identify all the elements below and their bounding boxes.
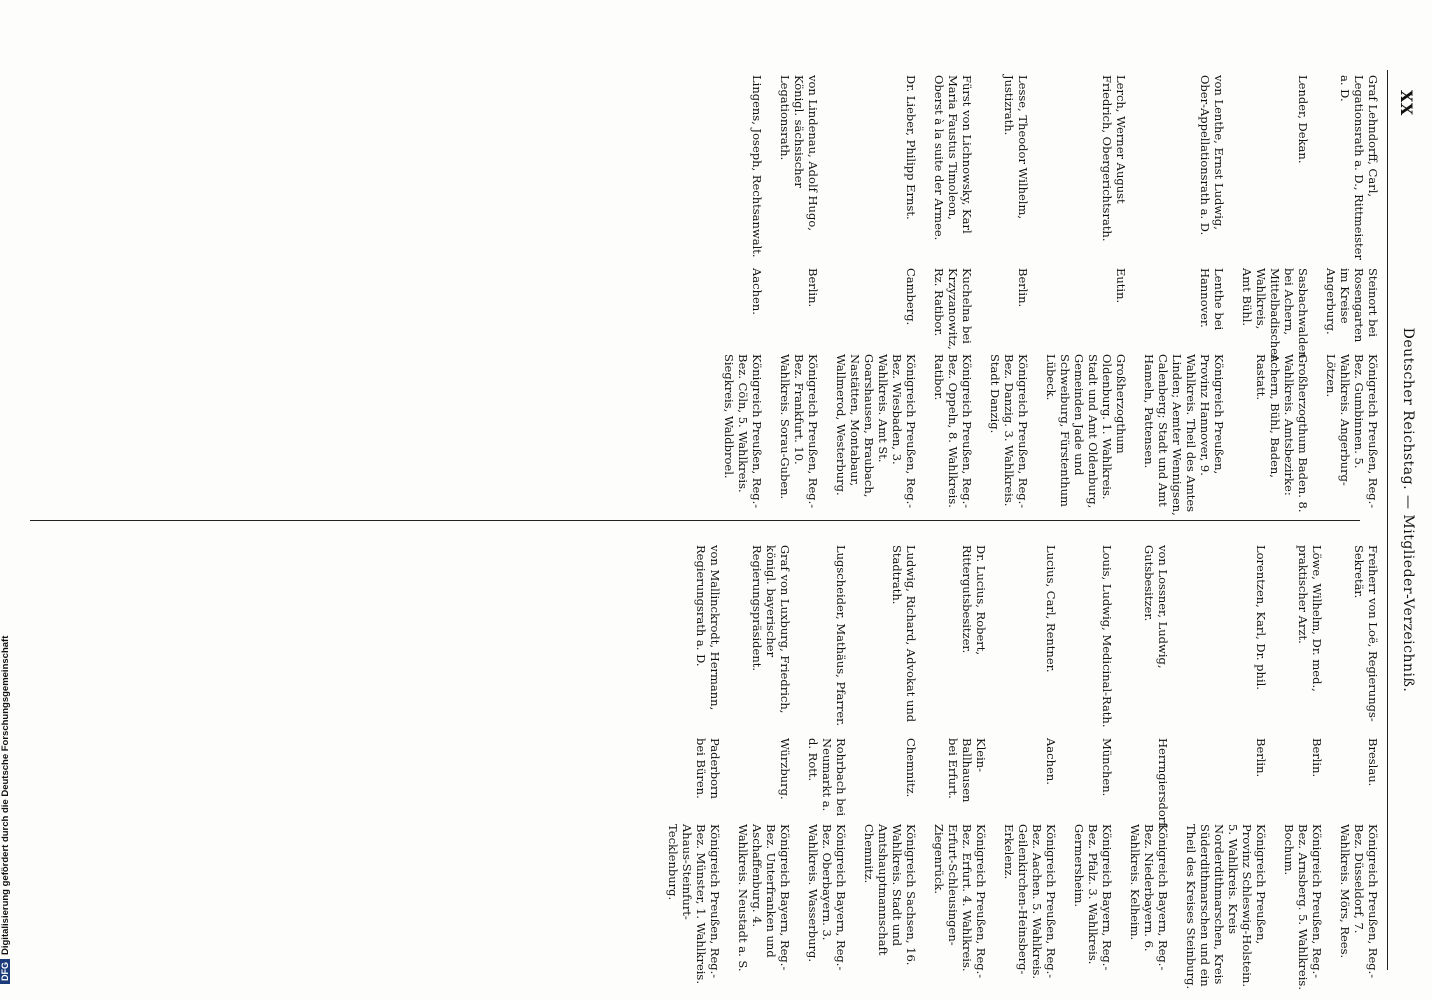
right-column bbox=[40, 545, 1380, 990]
footer-note-text: Digitalisierung gefördert durch die Deutsche Forschungsgemeinschaft bbox=[0, 635, 11, 955]
member-residence: Steinort bei Rosengarten im Kreise Angerburg. bbox=[1324, 268, 1380, 343]
header-rule bbox=[1387, 70, 1388, 970]
left-column bbox=[40, 75, 1380, 520]
member-name: Freiherr von Loë, Regierungs-Sekretär. bbox=[1352, 545, 1380, 722]
member-residence: Herrngiersdorf. bbox=[1156, 738, 1170, 830]
member-name: Dr. Lucius, Robert, Rittergutsbesitzer. bbox=[960, 545, 988, 656]
member-district: Königreich Preußen, Reg.-Bez. Gumbinnen. 5. Wahlkreis. Angerburg-Lötzen. bbox=[1324, 354, 1380, 509]
member-district: Königreich Preußen, Reg.-Bez. Wiesbaden, 3. Wahlkreis. Amt St. Goarshausen, Braubach, Nastätten, Montabaur, Wallmerod, Westerburg. bbox=[834, 354, 918, 509]
member-residence: Sasbachwalden bei Achern, Mittelbadischer Wahlkreis, Amt Bühl. bbox=[1240, 268, 1310, 361]
member-district: Königreich Preußen, Reg.-Bez. Aachen. 5. Wahlkreis. Geilenkirchen-Heinsberg-Erkelenz. bbox=[1002, 824, 1058, 980]
member-district: Königreich Preußen, Reg.-Bez. Düsseldorf, 7. Wahlkreis. Mörs, Rees. bbox=[1338, 824, 1380, 979]
member-name: Lender, Dekan. bbox=[1296, 75, 1310, 164]
member-name: Lugscheider, Mathäus, Pfarrer. bbox=[834, 545, 848, 727]
member-district: Königreich Preußen, Provinz Schleswig-Holstein. 5. Wahlkreis. Kreis Norderdithmarschen, Kreis Süderdithmarschen und ein Theil des Kreises Steinburg. bbox=[1184, 824, 1268, 990]
member-residence: Breslau. bbox=[1366, 738, 1380, 787]
member-entry bbox=[834, 75, 918, 520]
member-entry bbox=[1142, 75, 1226, 520]
member-name: Lerch, Werner August Friedrich, Obergerichtsrath. bbox=[1100, 75, 1128, 242]
member-residence: Lenthe bei Hannover. bbox=[1198, 268, 1226, 331]
member-entry bbox=[932, 75, 974, 520]
column-divider bbox=[30, 520, 1360, 521]
member-entry bbox=[932, 545, 988, 990]
member-district: Königreich Bayern, Reg.-Bez. Unterfranken und Aschaffenburg. 4. Wahlkreis. Neustadt a. S. bbox=[736, 824, 792, 972]
member-district: Königreich Preußen, Reg.-Bez. Cöln, 5. Wahlkreis. Siegkreis, Waldbroel. bbox=[722, 354, 764, 509]
page-header bbox=[1390, 70, 1420, 950]
footer-note bbox=[0, 0, 16, 984]
member-district: Königreich Bayern, Reg.-Bez. Oberbayern. 3. Wahlkreis. Wasserburg. bbox=[806, 824, 848, 971]
member-entry bbox=[666, 545, 722, 990]
member-entry bbox=[988, 75, 1030, 520]
member-entry bbox=[736, 545, 792, 990]
member-name: Louis, Ludwig, Medicinal-Rath. bbox=[1100, 545, 1114, 728]
member-name: Lingens, Joseph, Rechtsanwalt. bbox=[750, 75, 764, 258]
member-name: von Lossner, Ludwig, Gutsbesitzer. bbox=[1142, 545, 1170, 669]
member-name: Lucius, Carl, Rentner. bbox=[1044, 545, 1058, 673]
member-entry bbox=[1128, 545, 1170, 990]
member-entry bbox=[1184, 545, 1268, 990]
member-residence: Aachen. bbox=[1044, 738, 1058, 785]
member-name: von Lenthe, Ernst Ludwig, Ober-Appellationsrath a. D. bbox=[1198, 75, 1226, 236]
member-entry bbox=[1324, 75, 1380, 520]
member-district: Königreich Preußen, Reg.-Bez. Frankfurt. 10. Wahlkreis. Sorau-Guben. bbox=[778, 354, 820, 509]
member-name: Lesse, Theodor Wilhelm, Justizrath. bbox=[1002, 75, 1030, 220]
member-name: Lorentzen, Karl, Dr. phil. bbox=[1254, 545, 1268, 690]
member-district: Königreich Preußen, Reg.-Bez. Danzig. 3. Wahlkreis. Stadt Danzig. bbox=[988, 354, 1030, 509]
member-entry bbox=[1072, 545, 1114, 990]
member-name: Löwe, Wilhelm, Dr. med., praktischer Arzt. bbox=[1296, 545, 1324, 692]
page-number: XX bbox=[1397, 90, 1416, 116]
member-entry bbox=[778, 75, 820, 520]
member-residence: Kuchelna bei Krzyzanowitz, Rz. Ratibor. bbox=[932, 268, 974, 350]
member-name: von Lindenau, Adolf Hugo, Königl. sächsischer Legationsrath. bbox=[778, 75, 820, 231]
member-district: Königreich Sachsen, 16. Wahlkreis. Stadt und Amtshauptmannschaft Chemnitz. bbox=[862, 824, 918, 966]
member-district: Königreich Preußen, Reg.-Bez. Arnsberg. 5. Wahlkreis. Bochum. bbox=[1282, 824, 1324, 990]
member-district: Königreich Preußen, Reg.-Bez. Erfurt. 4. Wahlkreis. Erfurt-Schleusingen-Ziegenrück. bbox=[932, 824, 988, 979]
member-residence: Würzburg. bbox=[778, 738, 792, 800]
member-residence: Rohrbach bei Neumarkt a. d. Rott. bbox=[806, 738, 848, 817]
member-entry bbox=[862, 545, 918, 990]
member-district: Königreich Preußen, Reg.-Bez. Münster, 1. Wahlkreis. Ahaus-Steinfurt-Tecklenburg. bbox=[666, 824, 722, 984]
member-residence: Camberg. bbox=[904, 268, 918, 326]
member-entry bbox=[806, 545, 848, 990]
member-residence: Berlin. bbox=[806, 268, 820, 308]
member-entry bbox=[1240, 75, 1310, 520]
member-entry bbox=[722, 75, 764, 520]
member-name: Fürst von Lichnowsky, Karl Maria Faustus Timoleon, Oberst à la suite der Armee. bbox=[932, 75, 974, 241]
member-district: Großherzogthum Oldenburg. 1. Wahlkreis. Stadt und Amt Oldenburg, Gemeinden Jade und Schweiburg, Fürstenthum Lübeck. bbox=[1044, 354, 1128, 509]
member-residence: Eutin. bbox=[1114, 268, 1128, 304]
member-name: Graf Lehndorff, Carl, Legationsrath a. D., Rittmeister a. D. bbox=[1338, 75, 1380, 260]
member-district: Königreich Preußen, Provinz Hannover, 9. Wahlkreis. Theil des Amtes Linden; Aemter Wennigsen, Calenberg; Stadt und Amt Hameln, Pattensen. bbox=[1142, 354, 1226, 516]
member-residence: Berlin. bbox=[1016, 268, 1030, 308]
member-residence: Klein-Ballhausen bei Erfurt. bbox=[946, 738, 988, 803]
member-residence: Paderborn bei Büren. bbox=[694, 738, 722, 799]
running-title: Deutscher Reichstag. — Mitglieder-Verzeichniß. bbox=[1400, 327, 1416, 693]
member-name: Ludwig, Richard, Advokat und Stadtrath. bbox=[890, 545, 918, 723]
member-district: Großherzogthum Baden. 8. Wahlkreis. Amtsbezirke: Achern, Bühl, Baden, Rastatt. bbox=[1254, 354, 1310, 513]
member-name: Graf von Luxburg, Friedrich, königl. bayerischer Regierungspräsident. bbox=[750, 545, 792, 714]
member-residence: Aachen. bbox=[750, 268, 764, 315]
member-entry bbox=[1338, 545, 1380, 990]
member-name: von Mallinckrodt, Hermann, Regierungsrath a. D. bbox=[694, 545, 722, 711]
member-district: Königreich Preußen, Reg.-Bez. Oppeln, 8. Wahlkreis. Ratibor. bbox=[932, 354, 974, 509]
dfg-logo: DFG bbox=[0, 959, 10, 984]
member-residence: München. bbox=[1100, 738, 1114, 797]
member-residence: Berlin. bbox=[1254, 738, 1268, 778]
member-name: Dr. Lieber, Philipp Ernst. bbox=[904, 75, 918, 220]
member-residence: Chemnitz. bbox=[904, 738, 918, 798]
member-entry bbox=[1002, 545, 1058, 990]
member-district: Königreich Bayern, Reg.-Bez. Pfalz. 3. Wahlkreis. Germersheim. bbox=[1072, 824, 1114, 971]
member-district: Königreich Bayern, Reg.-Bez. Niederbayern. 6. Wahlkreis. Kelheim. bbox=[1128, 824, 1170, 971]
member-entry bbox=[1282, 545, 1324, 990]
member-residence: Berlin. bbox=[1310, 738, 1324, 778]
member-entry bbox=[1044, 75, 1128, 520]
